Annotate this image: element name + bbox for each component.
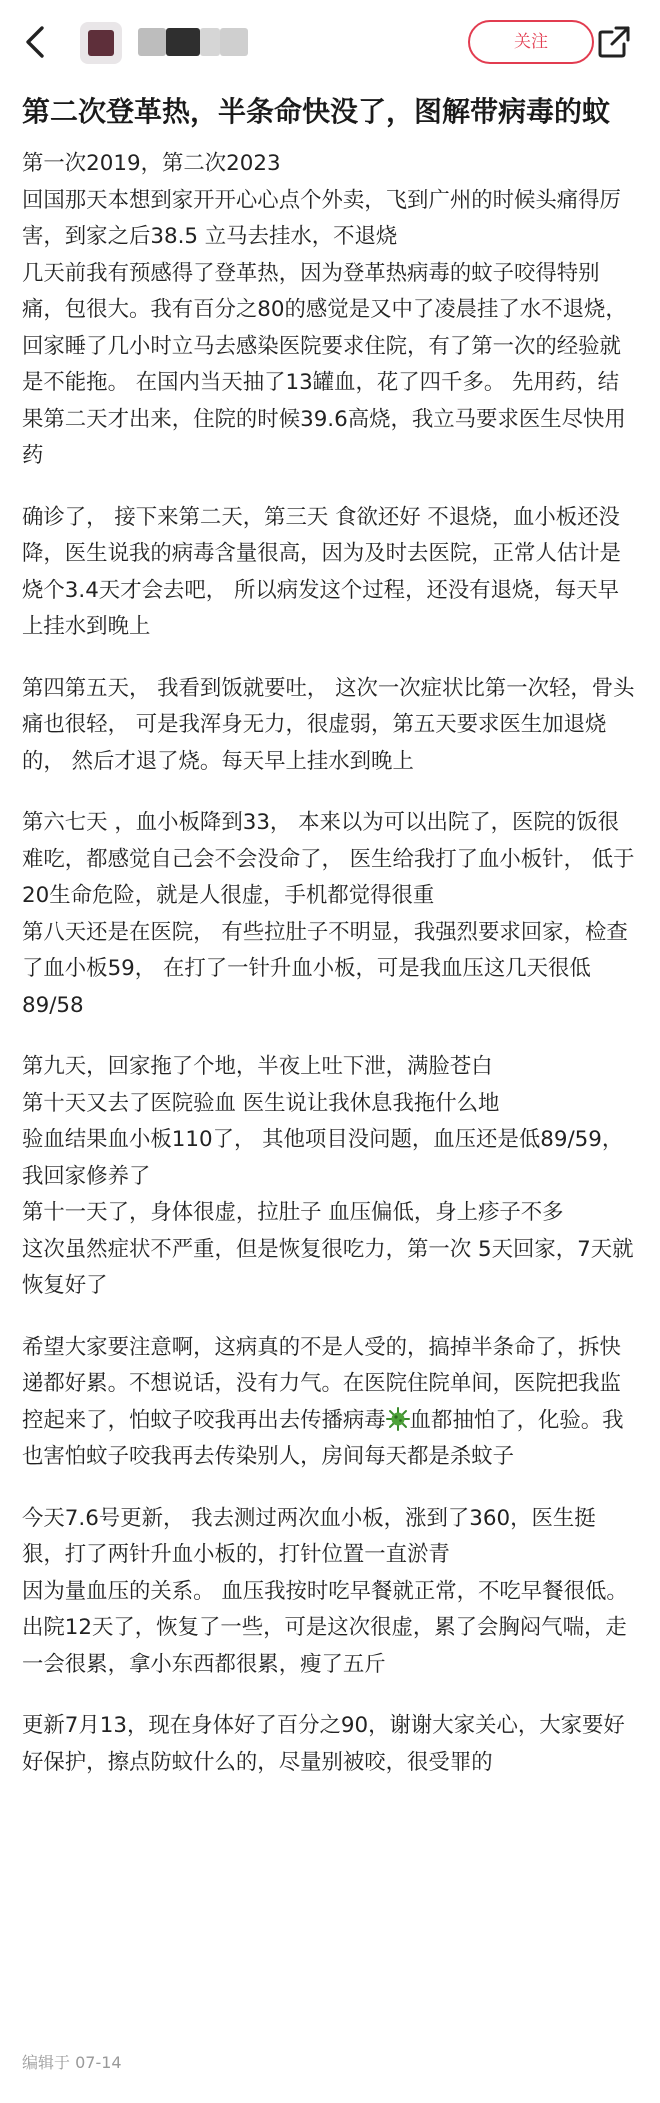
post-article — [22, 92, 638, 1806]
post-paragraph-text: 血都抽怕了，化验。我也害怕蚊子咬我再去传染别人，房间每天都是杀蚊子 — [22, 1407, 624, 1469]
author-avatar[interactable] — [80, 22, 122, 64]
share-icon[interactable] — [594, 22, 634, 62]
post-paragraph: 第九天，回家拖了个地，半夜上吐下泄，满脸苍白 第十天又去了医院验血 医生说让我休息我拖什么地 验血结果血小板110了， 其他项目没问题，血压还是低89/59，我回家修养了 第十一天了，身体很虚，拉肚子 血压偏低，身上疹子不多 这次虽然症状不严重，但是恢复很吃力，第一次 5天回家，7天就恢复好了 — [22, 1054, 634, 1298]
top-nav-bar — [0, 0, 660, 86]
follow-button[interactable]: 关注 — [468, 20, 594, 64]
back-arrow-icon[interactable] — [18, 22, 54, 62]
post-paragraph: 确诊了， 接下来第二天，第三天 食欲还好 不退烧，血小板还没降，医生说我的病毒含量很高，因为及时去医院，正常人估计是烧个3.4天才会去吧， 所以病发这个过程，还没有退烧，每天早上挂水到晚上 — [22, 504, 621, 639]
author-name-blurred[interactable] — [138, 28, 166, 56]
post-paragraph: 更新7月13，现在身体好了百分之90，谢谢大家关心，大家要好好保护，擦点防蚊什么的，尽量别被咬，很受罪的 — [22, 1713, 625, 1775]
virus-emoji-icon — [386, 1407, 410, 1431]
post-paragraph-with-emoji — [22, 1330, 638, 1476]
author-name-blurred-segment — [166, 28, 200, 56]
author-name-blurred-segment — [200, 28, 220, 56]
author-name-blurred-segment — [220, 28, 248, 56]
post-paragraph: 第四第五天， 我看到饭就要吐， 这次一次症状比第一次轻，骨头痛也很轻， 可是我浑身无力，很虚弱，第五天要求医生加退烧的， 然后才退了烧。每天早上挂水到晚上 — [22, 675, 635, 774]
post-paragraph-text: 希望大家要注意啊，这病真的不是人受的，搞掉半条命了，拆快递都好累。不想说话，没有力气。在医院住院单间，医院把我监控起来了，怕蚊子咬我再出去传播病毒 — [22, 1334, 621, 1433]
post-title: 第二次登革热，半条命快没了，图解带病毒的蚊 — [22, 95, 611, 128]
edited-timestamp: 编辑于 07-14 — [22, 2053, 122, 2072]
post-paragraph: 第一次2019，第二次2023 回国那天本想到家开开心心点个外卖，飞到广州的时候头痛得厉害，到家之后38.5 立马去挂水，不退烧 几天前我有预感得了登革热，因为登革热病毒的蚊子咬得特别痛，包很大。我有百分之80的感觉是又中了凌晨挂了水不退烧，回家睡了几小时立马去感染医院要求住院，有了第一次的经验就是不能拖。 在国内当天抽了13罐血，花了四千多。 先用药，结果第二天才出来，住院的时候39.6高烧，我立马要求医生尽快用药 — [22, 151, 627, 468]
post-paragraph: 今天7.6号更新， 我去测过两次血小板，涨到了360，医生挺狠，打了两针升血小板的，打针位置一直淤青 因为量血压的关系。 血压我按时吃早餐就正常，不吃早餐很低。 出院12天了，恢复了一些，可是这次很虚，累了会胸闷气喘，走一会很累，拿小东西都很累，瘦了五斤 — [22, 1505, 628, 1677]
post-paragraph: 第六七天 ，血小板降到33， 本来以为可以出院了，医院的饭很难吃，都感觉自己会不会没命了， 医生给我打了血小板针， 低于20生命危险，就是人很虚，手机都觉得很重 第八天还是在医院， 有些拉肚子不明显，我强烈要求回家，检查了血小板59， 在打了一针升血小板，可是我血压这几天很低 89/58 — [22, 810, 635, 1018]
